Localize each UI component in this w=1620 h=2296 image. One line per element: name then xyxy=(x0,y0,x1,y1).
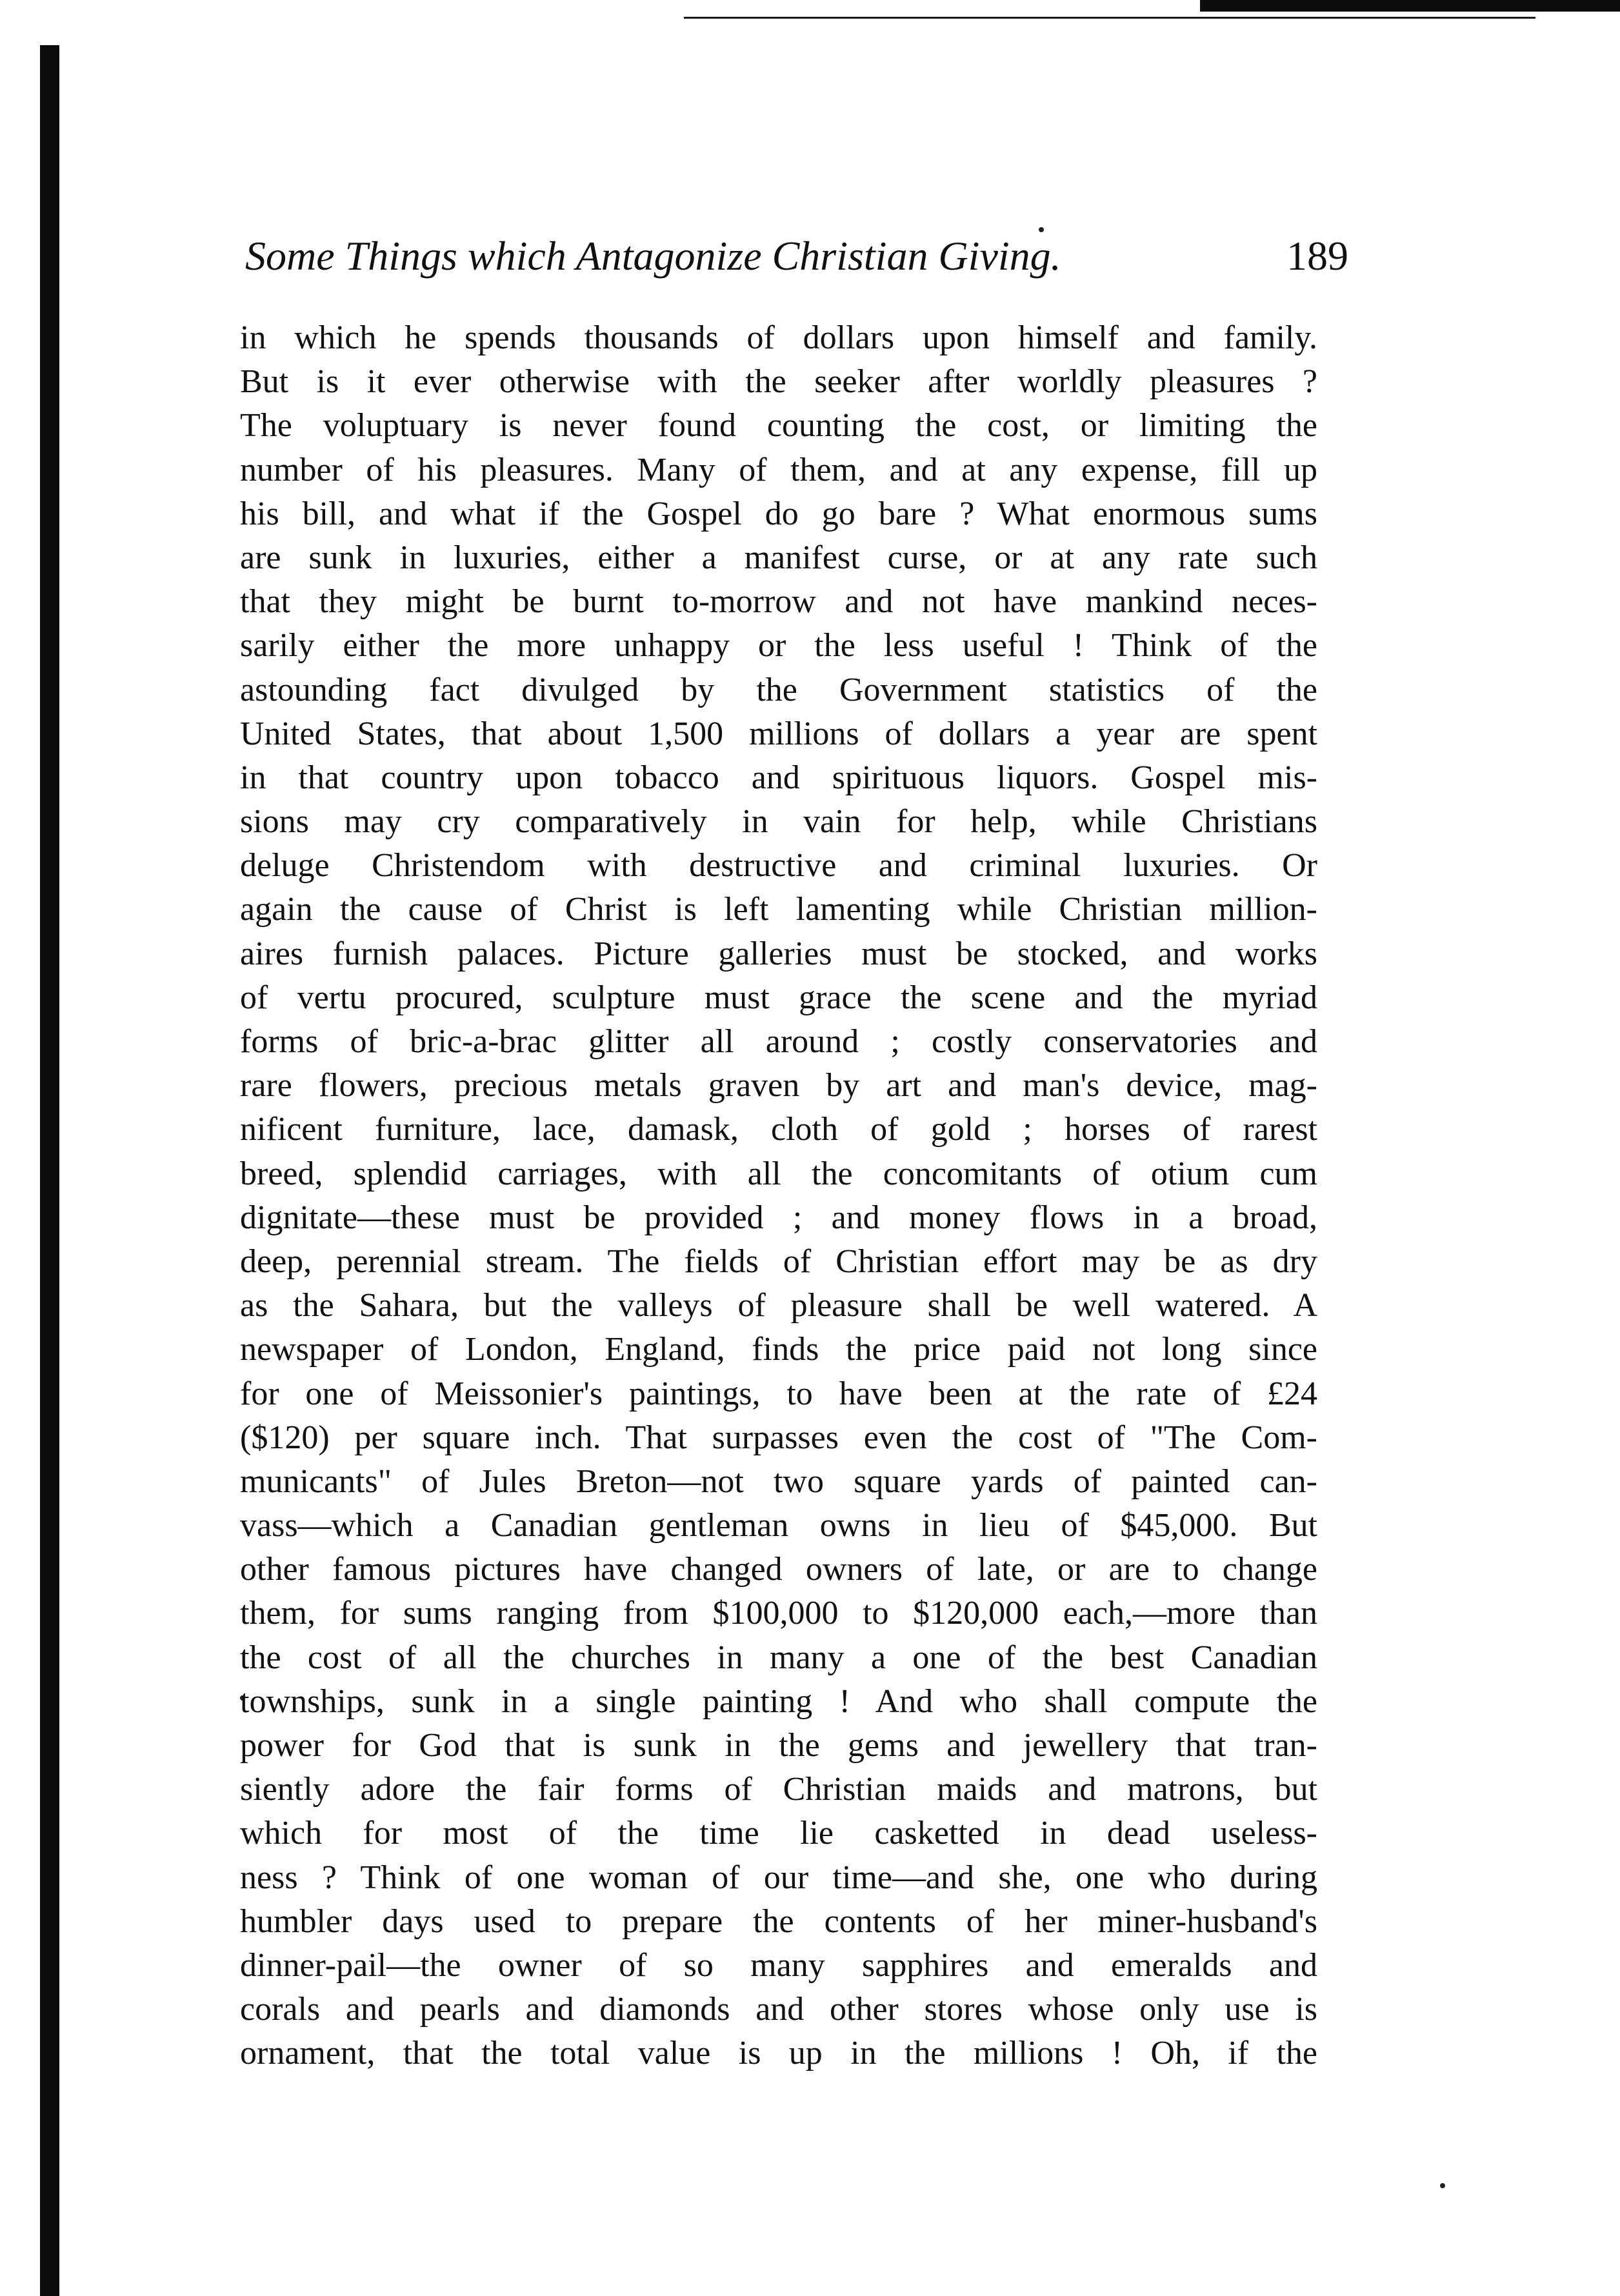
text-line: ness ? Think of one woman of our time—and she, one who during xyxy=(240,1859,1317,1896)
text-line: deluge Christendom with destructive and criminal luxuries. Or xyxy=(240,847,1317,884)
text-line: newspaper of London, England, finds the price paid not long since xyxy=(240,1331,1317,1368)
text-line: corals and pearls and diamonds and other stores whose only use is xyxy=(240,1991,1317,2028)
text-line: vass—which a Canadian gentleman owns in lieu of $45,000. But xyxy=(240,1507,1317,1544)
text-line: which for most of the time lie casketted in dead useless- xyxy=(240,1815,1317,1852)
text-line: his bill, and what if the Gospel do go bare ? What enormous sums xyxy=(240,495,1317,532)
scan-top-bar xyxy=(1200,0,1620,12)
text-line: sarily either the more unhappy or the less useful ! Think of the xyxy=(240,627,1317,664)
page-number: 189 xyxy=(1286,233,1348,279)
text-line: townships, sunk in a single painting ! And who shall compute the xyxy=(240,1682,1317,1720)
text-line: in that country upon tobacco and spirituous liquors. Gospel mis- xyxy=(240,759,1317,796)
text-line: nificent furniture, lace, damask, cloth of gold ; horses of rarest xyxy=(240,1111,1317,1148)
text-line: them, for sums ranging from $100,000 to $120,000 each,—more than xyxy=(240,1595,1317,1632)
text-line: again the cause of Christ is left lamenting while Christian million- xyxy=(240,891,1317,928)
text-line: number of his pleasures. Many of them, and at any expense, fill up xyxy=(240,451,1317,488)
body-text xyxy=(240,316,1317,2076)
text-line: of vertu procured, sculpture must grace the scene and the myriad xyxy=(240,979,1317,1016)
text-line: breed, splendid carriages, with all the concomitants of otium cum xyxy=(240,1155,1317,1192)
running-title: Some Things which Antagonize Christian Giving. xyxy=(245,233,1061,279)
text-line: rare flowers, precious metals graven by art and man's device, mag- xyxy=(240,1067,1317,1104)
text-line: siently adore the fair forms of Christian maids and matrons, but xyxy=(240,1771,1317,1808)
text-line: humbler days used to prepare the contents of her miner-husband's xyxy=(240,1902,1317,1940)
text-line: as the Sahara, but the valleys of pleasure shall be well watered. A xyxy=(240,1287,1317,1324)
scan-speck xyxy=(1039,227,1044,232)
page-header xyxy=(245,232,1348,310)
text-line: ($120) per square inch. That surpasses even the cost of "The Com- xyxy=(240,1419,1317,1456)
text-line: sions may cry comparatively in vain for help, while Christians xyxy=(240,803,1317,841)
scan-top-rule xyxy=(684,17,1535,19)
text-line: are sunk in luxuries, either a manifest curse, or at any rate such xyxy=(240,539,1317,576)
text-line: United States, that about 1,500 millions of dollars a year are spent xyxy=(240,715,1317,752)
text-line: The voluptuary is never found counting the cost, or limiting the xyxy=(240,407,1317,444)
text-line: municants" of Jules Breton—not two square yards of painted can- xyxy=(240,1462,1317,1500)
text-line: aires furnish palaces. Picture galleries must be stocked, and works xyxy=(240,935,1317,972)
scan-edge-bar xyxy=(40,45,59,2296)
text-line: dignitate—these must be provided ; and money flows in a broad, xyxy=(240,1199,1317,1236)
text-line: deep, perennial stream. The fields of Christian effort may be as dry xyxy=(240,1243,1317,1280)
text-line: that they might be burnt to-morrow and not have mankind neces- xyxy=(240,583,1317,621)
text-line: in which he spends thousands of dollars upon himself and family. xyxy=(240,319,1317,356)
text-line: the cost of all the churches in many a one of the best Canadian xyxy=(240,1639,1317,1676)
text-line: dinner-pail—the owner of so many sapphires and emeralds and xyxy=(240,1946,1317,1984)
text-line: ornament, that the total value is up in the millions ! Oh, if the xyxy=(240,2035,1317,2072)
text-line: astounding fact divulged by the Government statistics of the xyxy=(240,671,1317,708)
text-line: other famous pictures have changed owners of late, or are to change xyxy=(240,1551,1317,1588)
scan-speck xyxy=(1440,2183,1445,2188)
text-line: for one of Meissonier's paintings, to have been at the rate of £24 xyxy=(240,1375,1317,1412)
text-line: But is it ever otherwise with the seeker after worldly pleasures ? xyxy=(240,363,1317,401)
text-line: forms of bric-a-brac glitter all around ; costly conservatories and xyxy=(240,1023,1317,1060)
text-line: power for God that is sunk in the gems and jewellery that tran- xyxy=(240,1727,1317,1764)
